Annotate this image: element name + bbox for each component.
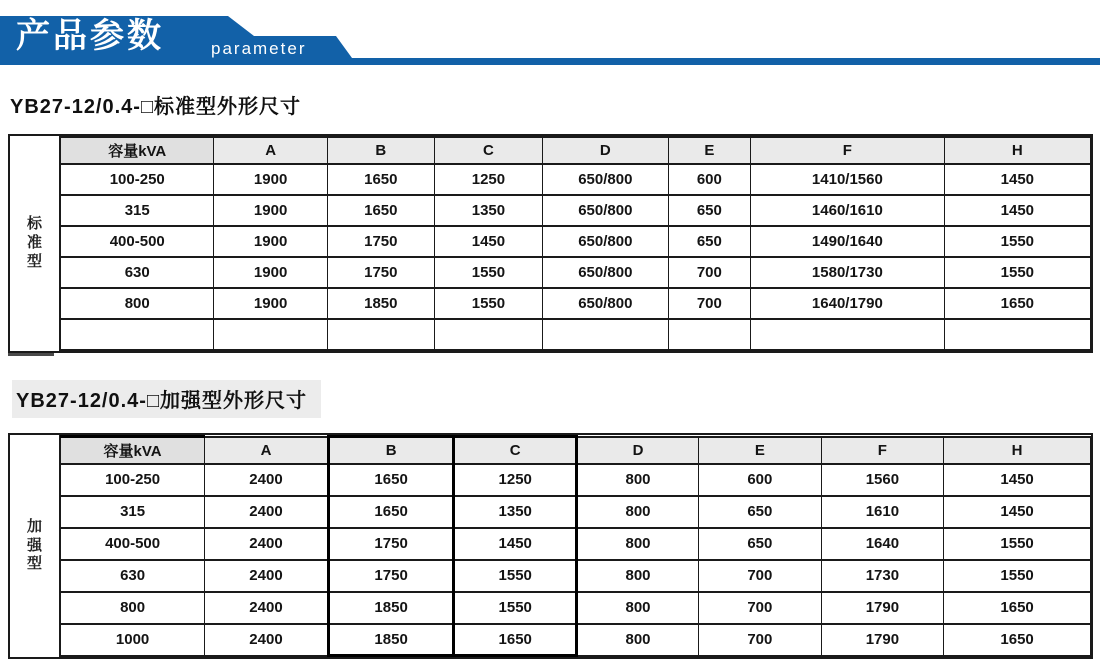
- header-row: [61, 437, 1091, 464]
- column-header: 容量kVA: [61, 137, 214, 164]
- table-cell: 2400: [205, 528, 329, 560]
- page-banner: [0, 0, 1100, 70]
- table-cell: [434, 319, 542, 350]
- table-cell: 1450: [944, 195, 1090, 226]
- table-cell: 800: [577, 560, 699, 592]
- column-header: H: [944, 137, 1090, 164]
- table-cell: 800: [577, 624, 699, 656]
- reinforced-type-side-cell: [10, 435, 60, 657]
- table-cell: [61, 319, 214, 350]
- table-cell: 1900: [214, 257, 327, 288]
- table-cell: 1550: [454, 592, 577, 624]
- table-cell: 700: [668, 257, 750, 288]
- table-row: [61, 257, 1091, 288]
- table-row: [61, 195, 1091, 226]
- column-header: B: [327, 137, 434, 164]
- column-header: 容量kVA: [61, 437, 205, 464]
- table-cell: 100-250: [61, 464, 205, 496]
- table-cell: 400-500: [61, 226, 214, 257]
- table-cell: 1560: [821, 464, 944, 496]
- table-cell: 1790: [821, 592, 944, 624]
- table-cell: 1650: [328, 464, 454, 496]
- table-row: [61, 528, 1091, 560]
- reinforced-table-grid: [60, 435, 1091, 657]
- table-cell: 1450: [944, 464, 1091, 496]
- column-header: C: [434, 137, 542, 164]
- table-cell: 1350: [454, 496, 577, 528]
- table-cell: 315: [61, 195, 214, 226]
- table-cell: 1650: [328, 496, 454, 528]
- table-cell: 400-500: [61, 528, 205, 560]
- table-cell: [327, 319, 434, 350]
- table-cell: 1550: [944, 257, 1090, 288]
- standard-dimensions-table: [8, 134, 1093, 353]
- table-cell: 1790: [821, 624, 944, 656]
- table-row: [61, 592, 1091, 624]
- table-cell: 1250: [454, 464, 577, 496]
- table-row: [61, 164, 1091, 195]
- table-cell: 600: [699, 464, 822, 496]
- table-cell: [944, 319, 1090, 350]
- table-cell: [751, 319, 945, 350]
- table-cell: 800: [61, 288, 214, 319]
- table-cell: 1750: [328, 528, 454, 560]
- column-header: E: [668, 137, 750, 164]
- table-cell: 100-250: [61, 164, 214, 195]
- table-cell: 2400: [205, 624, 329, 656]
- column-header: D: [543, 137, 669, 164]
- standard-type-vertical-label: 标准型: [27, 215, 43, 270]
- table-cell: 1750: [327, 226, 434, 257]
- column-header: F: [751, 137, 945, 164]
- table-cell: 800: [61, 592, 205, 624]
- table-cell: 630: [61, 257, 214, 288]
- column-header: H: [944, 437, 1091, 464]
- table-cell: 1350: [434, 195, 542, 226]
- banner-ribbon-polygon: [0, 16, 1100, 65]
- table-cell: 1900: [214, 195, 327, 226]
- table-cell: 1450: [944, 496, 1091, 528]
- table-cell: 1550: [454, 560, 577, 592]
- table-cell: 650/800: [543, 164, 669, 195]
- table-cell: 1900: [214, 164, 327, 195]
- table-cell: 650: [668, 195, 750, 226]
- table-cell: 1750: [327, 257, 434, 288]
- table-cell: 2400: [205, 560, 329, 592]
- table-cell: 1250: [434, 164, 542, 195]
- table-cell: 2400: [205, 496, 329, 528]
- table-cell: 2400: [205, 592, 329, 624]
- table-cell: 2400: [205, 464, 329, 496]
- banner-ribbon-shape: [0, 0, 1100, 70]
- standard-table-body: [61, 164, 1091, 350]
- standard-type-side-cell: [10, 136, 60, 351]
- table-cell: 1850: [328, 624, 454, 656]
- reinforced-type-vertical-label: 加强型: [27, 517, 43, 573]
- table-cell: 1650: [327, 164, 434, 195]
- table-cell: 700: [699, 624, 822, 656]
- header-row: [61, 137, 1091, 164]
- table-cell: 1850: [328, 592, 454, 624]
- reinforced-section-title: YB27-12/0.4-□加强型外形尺寸: [12, 380, 321, 418]
- table-cell: 800: [577, 592, 699, 624]
- column-header: E: [699, 437, 822, 464]
- table-cell: 1640/1790: [751, 288, 945, 319]
- table-cell: 700: [699, 560, 822, 592]
- standard-table-header: [61, 137, 1091, 164]
- reinforced-table-body: [61, 464, 1091, 656]
- table-cell: 1650: [454, 624, 577, 656]
- table-cell: 600: [668, 164, 750, 195]
- page-title: 产品参数: [16, 17, 164, 55]
- table-cell: 650/800: [543, 195, 669, 226]
- table-cell: 1650: [944, 288, 1090, 319]
- table-cell: 630: [61, 560, 205, 592]
- table-cell: 1000: [61, 624, 205, 656]
- table-cell: 800: [577, 528, 699, 560]
- standard-table-grid: [60, 136, 1091, 351]
- table-cell: 1490/1640: [751, 226, 945, 257]
- table-cell: 1460/1610: [751, 195, 945, 226]
- standard-section-title: YB27-12/0.4-□标准型外形尺寸: [10, 96, 302, 118]
- table-row: [61, 288, 1091, 319]
- table-row: [61, 226, 1091, 257]
- table-cell: 650/800: [543, 226, 669, 257]
- column-header: A: [214, 137, 327, 164]
- column-header: F: [821, 437, 944, 464]
- table-cell: 1410/1560: [751, 164, 945, 195]
- table-cell: 1610: [821, 496, 944, 528]
- table-cell: 650: [668, 226, 750, 257]
- table-cell: 700: [699, 592, 822, 624]
- table-cell: 1640: [821, 528, 944, 560]
- table-cell: [214, 319, 327, 350]
- table-row: [61, 319, 1091, 350]
- table-cell: 1900: [214, 226, 327, 257]
- table-cell: 1900: [214, 288, 327, 319]
- table-cell: 650/800: [543, 257, 669, 288]
- table-cell: 700: [668, 288, 750, 319]
- table-cell: [543, 319, 669, 350]
- table-cell: 1580/1730: [751, 257, 945, 288]
- table-cell: 1550: [944, 528, 1091, 560]
- table-cell: 1550: [944, 226, 1090, 257]
- table-cell: 1750: [328, 560, 454, 592]
- table-cell: 1450: [454, 528, 577, 560]
- table-cell: 1450: [944, 164, 1090, 195]
- page-subtitle: parameter: [211, 39, 307, 58]
- table-row: [61, 464, 1091, 496]
- table-cell: 1730: [821, 560, 944, 592]
- table-cell: 1850: [327, 288, 434, 319]
- column-header: B: [328, 437, 454, 464]
- table-cell: 1650: [944, 592, 1091, 624]
- table-cell: 1550: [944, 560, 1091, 592]
- table-row: [61, 560, 1091, 592]
- table-cell: 800: [577, 496, 699, 528]
- table-cell: 650: [699, 528, 822, 560]
- reinforced-dimensions-table: [8, 433, 1093, 659]
- table-cell: 1550: [434, 257, 542, 288]
- table-row: [61, 496, 1091, 528]
- table-cell: 650: [699, 496, 822, 528]
- table-cell: 800: [577, 464, 699, 496]
- table-cell: 315: [61, 496, 205, 528]
- table-cell: 1550: [434, 288, 542, 319]
- table-row: [61, 624, 1091, 656]
- column-header: A: [205, 437, 329, 464]
- table-cell: [668, 319, 750, 350]
- table-cell: 1650: [327, 195, 434, 226]
- column-header: C: [454, 437, 577, 464]
- table-cell: 650/800: [543, 288, 669, 319]
- column-header: D: [577, 437, 699, 464]
- table-cell: 1650: [944, 624, 1091, 656]
- reinforced-table-header: [61, 437, 1091, 464]
- scan-artifact-line: [8, 353, 54, 356]
- table-cell: 1450: [434, 226, 542, 257]
